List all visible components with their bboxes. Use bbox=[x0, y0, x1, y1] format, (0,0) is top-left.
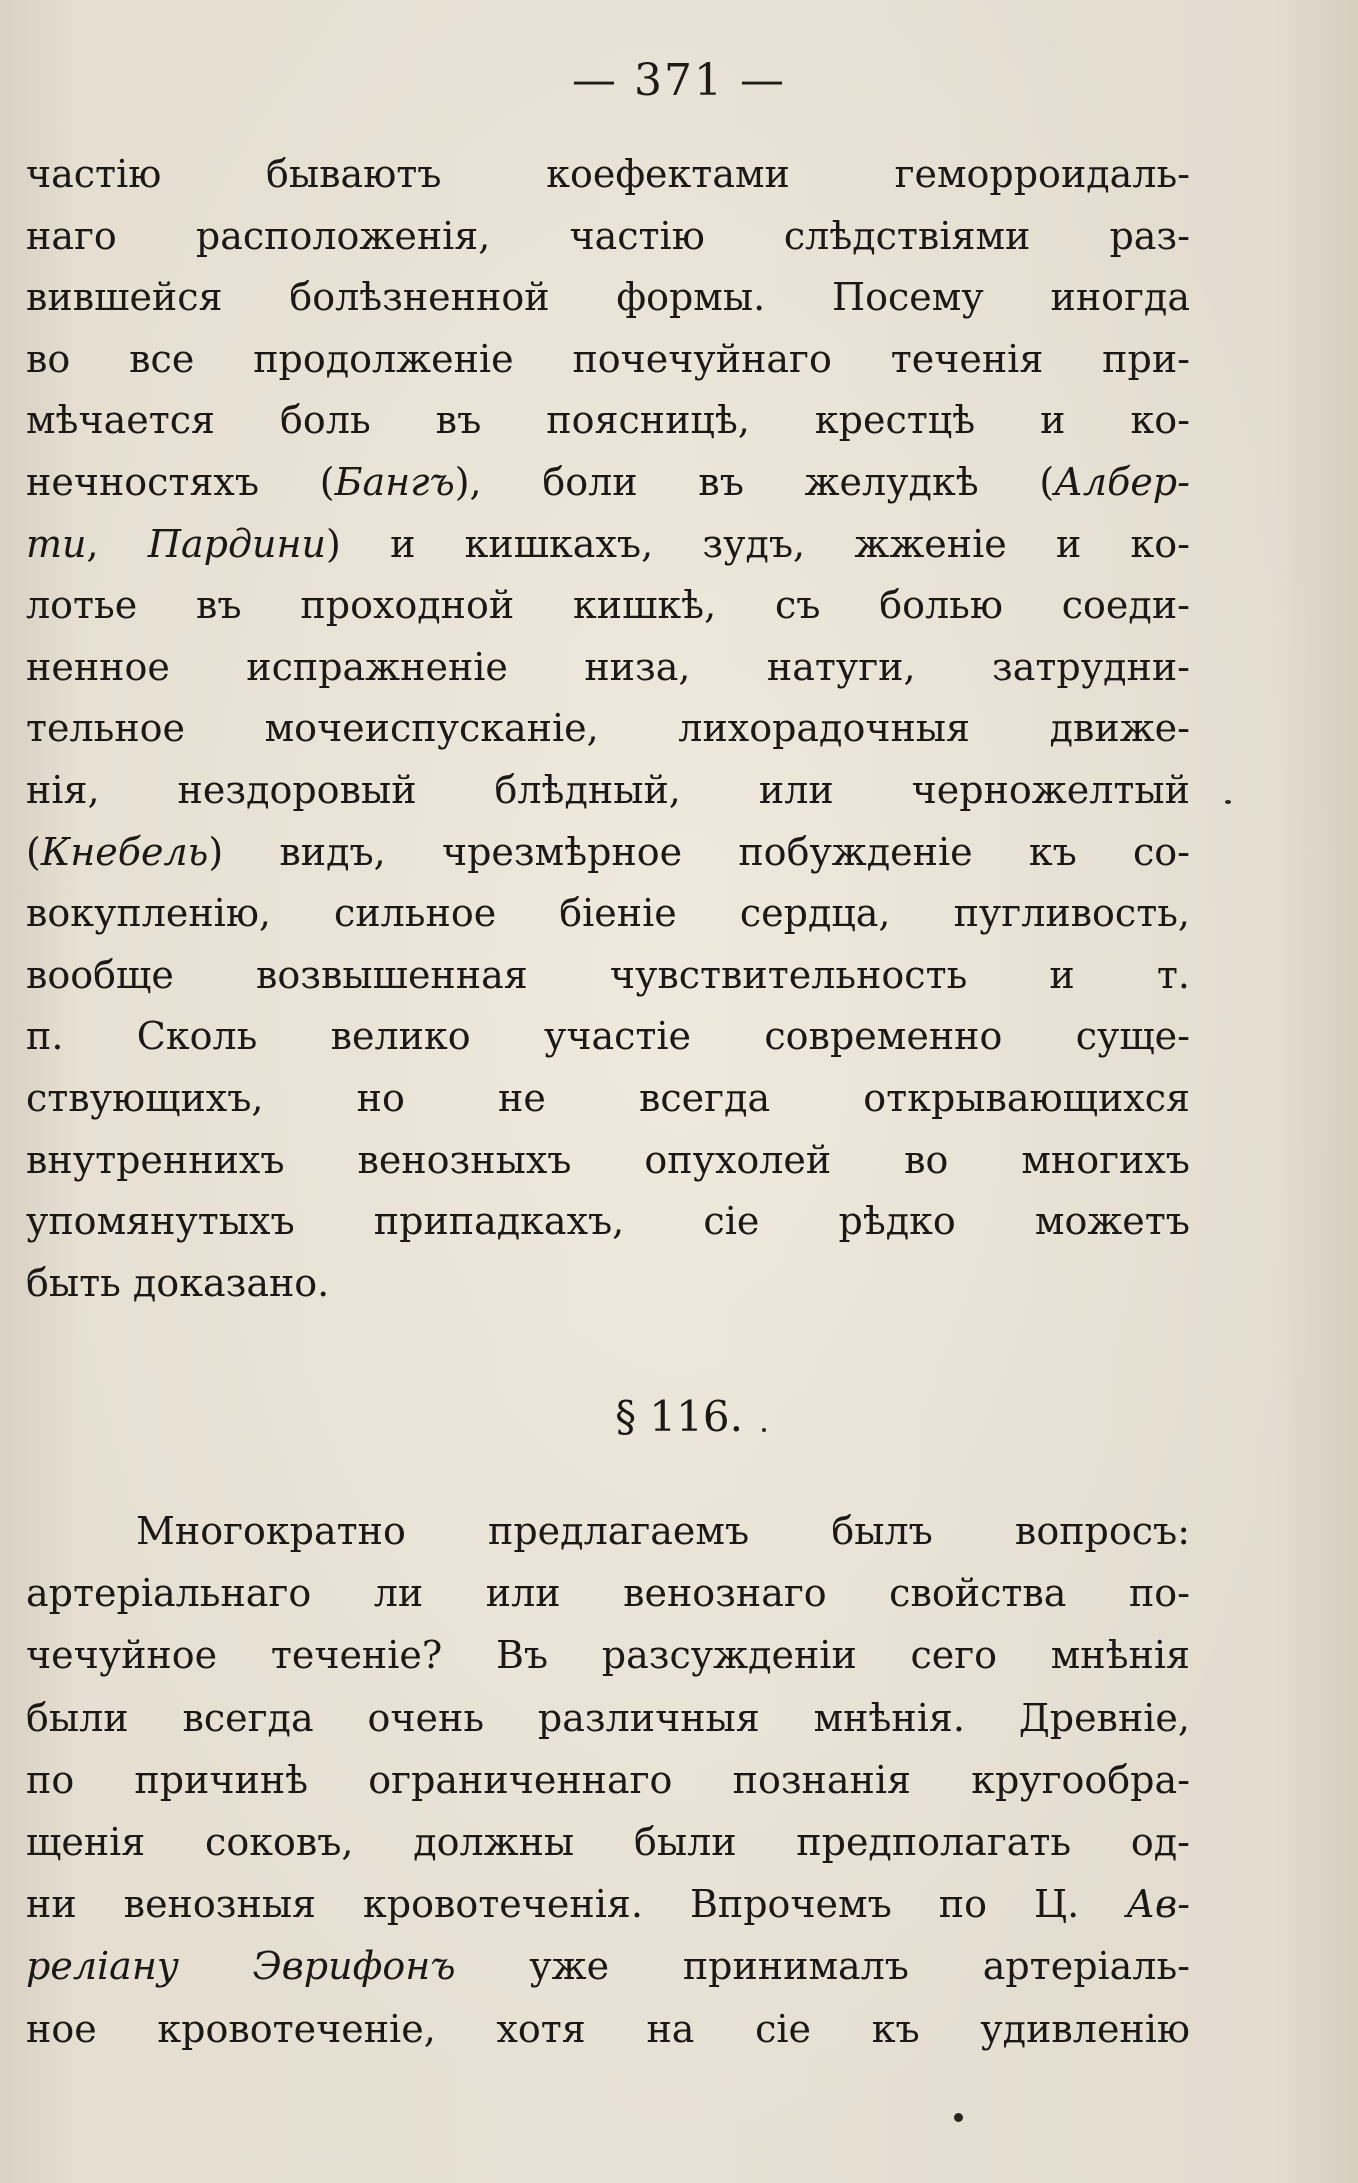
text-line: нечностяхъ (Бангъ), боли въ желудкѣ (Албер- bbox=[26, 460, 1190, 504]
text-line: вившейся болѣзненной формы. Посему иногда bbox=[26, 275, 1190, 320]
text-line: быть доказано. bbox=[26, 1260, 330, 1305]
text-line: Многократно предлагаемъ былъ вопросъ: bbox=[136, 1509, 1190, 1553]
text-line: ни венозныя кровотеченія. Впрочемъ по Ц. Ав- bbox=[26, 1882, 1190, 1927]
text-line: во все продолженіе почечуйнаго теченія при- bbox=[26, 336, 1190, 381]
text-line: чечуйное теченіе? Въ разсужденіи сего мнѣнія bbox=[26, 1633, 1190, 1678]
text-line: нія, нездоровый блѣдный, или черножелтый bbox=[26, 768, 1190, 812]
text-line: вообще возвышенная чувствительность и т. bbox=[26, 952, 1190, 997]
ink-speck bbox=[954, 2113, 963, 2122]
text-line: артеріальнаго ли или венознаго свойства по- bbox=[26, 1571, 1190, 1616]
text-line: ное кровотеченіе, хотя на сіе къ удивленію bbox=[26, 2006, 1190, 2051]
text-line: мѣчается боль въ поясницѣ, крестцѣ и ко- bbox=[26, 398, 1190, 443]
text-line: наго расположенія, частію слѣдствіями раз- bbox=[26, 213, 1190, 258]
text-line: лотье въ проходной кишкѣ, съ болью соеди- bbox=[26, 583, 1190, 628]
paragraph-2 bbox=[26, 1505, 1190, 2065]
text-line: п. Сколь велико участіе современно суще- bbox=[26, 1014, 1190, 1059]
ink-speck bbox=[1225, 800, 1231, 804]
text-line: по причинѣ ограниченнаго познанія кругообра- bbox=[26, 1757, 1190, 1802]
text-line: внутреннихъ венозныхъ опухолей во многихъ bbox=[26, 1137, 1190, 1182]
text-line: упомянутыхъ припадкахъ, сіе рѣдко можетъ bbox=[26, 1199, 1190, 1244]
text-line: (Кнебель) видъ, чрезмѣрное побужденіе къ со- bbox=[26, 829, 1190, 874]
ink-speck bbox=[762, 1428, 766, 1432]
text-line: тельное мочеиспусканіе, лихорадочныя движе- bbox=[26, 706, 1190, 751]
text-line: частію бываютъ коефектами геморроидаль- bbox=[26, 152, 1190, 196]
text-line: ти, Пардини) и кишкахъ, зудъ, жженіе и ко- bbox=[26, 521, 1190, 566]
text-line: ненное испражненіе низа, натуги, затрудни- bbox=[26, 644, 1190, 689]
text-line: щенія соковъ, должны были предполагать од- bbox=[26, 1820, 1190, 1864]
text-line: реліану Эврифонъ уже принималъ артеріаль- bbox=[26, 1944, 1190, 1989]
page-number: — 371 — bbox=[572, 55, 786, 106]
text-line: были всегда очень различныя мнѣнія. Древніе, bbox=[26, 1695, 1190, 1740]
section-heading: § 116. bbox=[615, 1392, 743, 1441]
text-line: вокупленію, сильное біеніе сердца, пугливость, bbox=[26, 891, 1190, 936]
paragraph-1 bbox=[26, 148, 1190, 1305]
text-line: ствующихъ, но не всегда открывающихся bbox=[26, 1076, 1190, 1120]
